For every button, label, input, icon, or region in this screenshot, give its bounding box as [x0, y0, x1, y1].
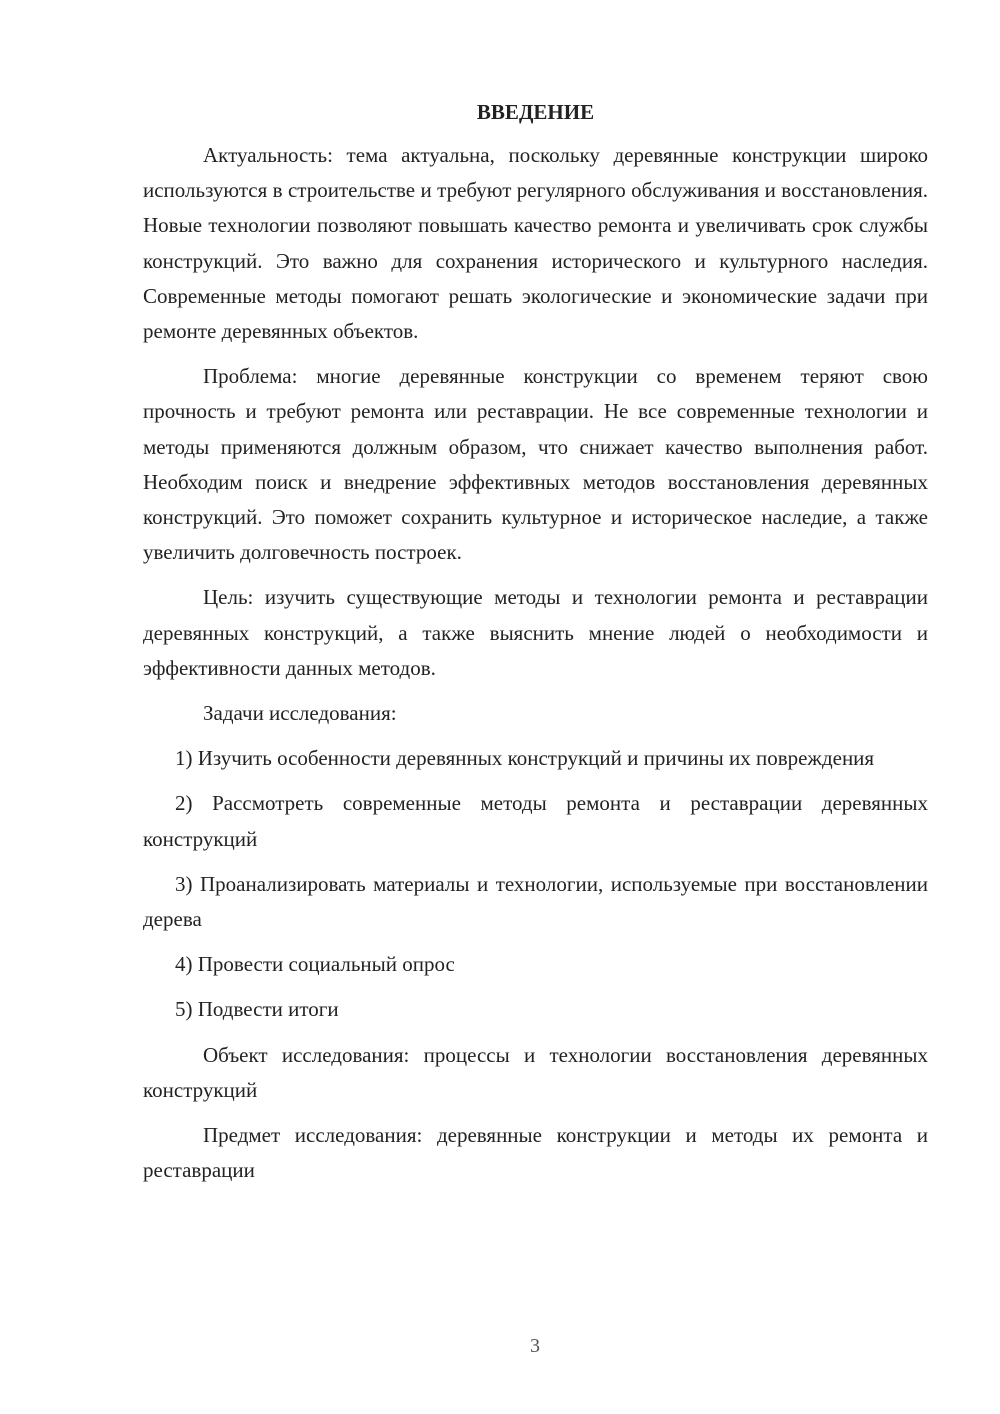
page-title: ВВЕДЕНИЕ: [476, 100, 595, 124]
page-content: [143, 95, 928, 1188]
task-item-5: 5) Подвести итоги: [175, 997, 339, 1022]
relevance-paragraph: Актуальность: тема актуальна, поскольку деревянные конструкции широко используются в строительстве и требуют регулярного обслуживания и восстановления. Новые технологии позволяют повышать качество ремонта и увеличивать срок службы конструкций. Это важно для сохранения исторического и культурного наследия. Современные методы помогают решать экологические и экономические задачи при ремонте деревянных объектов.: [143, 143, 928, 344]
goal-paragraph: Цель: изучить существующие методы и технологии ремонта и реставрации деревянных конструкций, а также выяснить мнение людей о необходимости и эффективности данных методов.: [143, 585, 928, 680]
page-number: 3: [530, 1335, 540, 1357]
task-item-2: 2) Рассмотреть современные методы ремонта и реставрации деревянных конструкций: [143, 791, 928, 851]
subject-paragraph: Предмет исследования: деревянные конструкции и методы их ремонта и реставрации: [143, 1123, 928, 1183]
task-item-4: 4) Провести социальный опрос: [175, 952, 455, 977]
tasks-heading: Задачи исследования:: [203, 701, 397, 726]
problem-paragraph: Проблема: многие деревянные конструкции со временем теряют свою прочность и требуют ремонта или реставрации. Не все современные технологии и методы применяются должным образом, что снижает качество выполнения работ. Необходим поиск и внедрение эффективных методов восстановления деревянных конструкций. Это поможет сохранить культурное и историческое наследие, а также увеличить долговечность построек.: [143, 364, 928, 565]
task-item-3: 3) Проанализировать материалы и технологии, используемые при восстановлении дерева: [143, 871, 928, 932]
object-paragraph: Объект исследования: процессы и технологии восстановления деревянных конструкций: [143, 1042, 928, 1102]
task-item-1: 1) Изучить особенности деревянных конструкций и причины их повреждения: [175, 746, 875, 771]
